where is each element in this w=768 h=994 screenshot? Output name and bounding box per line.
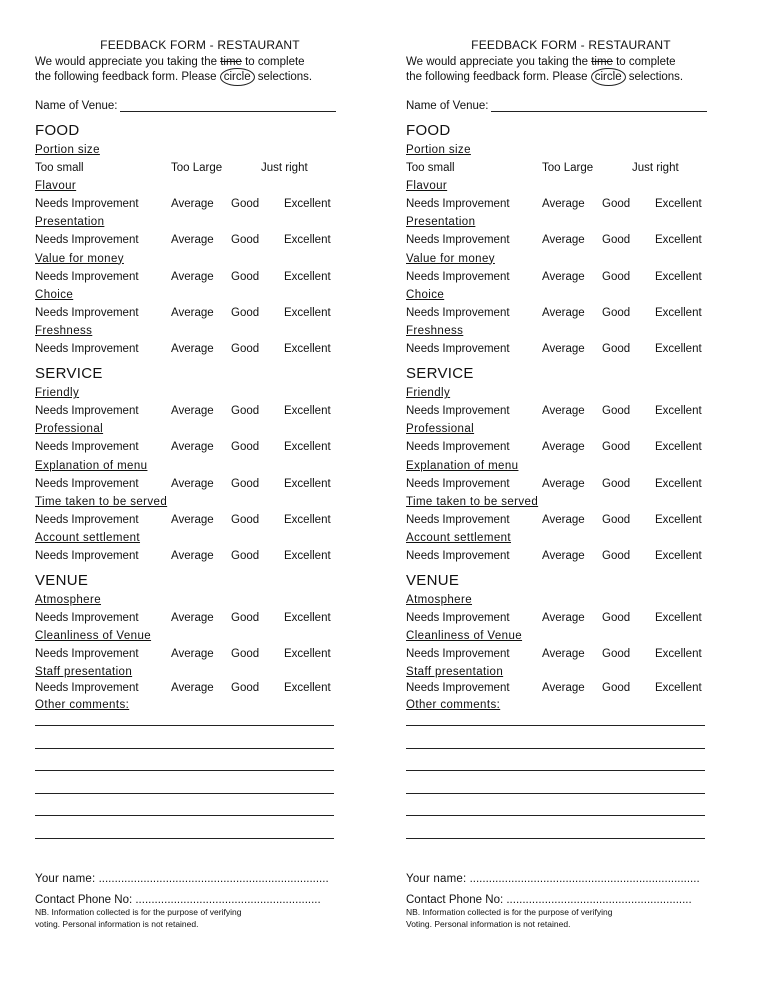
option-excellent[interactable]: Excellent [655, 234, 702, 247]
option-excellent[interactable]: Excellent [655, 342, 702, 355]
option-excellent[interactable]: Excellent [655, 441, 702, 454]
option-too-small[interactable]: Too small [35, 162, 84, 174]
option-average[interactable]: Average [171, 549, 214, 562]
option-excellent[interactable]: Excellent [284, 477, 331, 490]
option-needs-improvement[interactable]: Needs Improvement [35, 682, 139, 695]
question-service: Account settlement [35, 531, 141, 544]
option-good[interactable]: Good [602, 513, 631, 526]
option-needs-improvement[interactable]: Needs Improvement [35, 477, 139, 490]
option-excellent[interactable]: Excellent [655, 513, 702, 526]
option-excellent[interactable]: Excellent [284, 549, 331, 562]
intro-text: to complete [241, 56, 305, 68]
intro-struck-word: time [220, 56, 242, 68]
option-needs-improvement[interactable]: Needs Improvement [406, 441, 510, 454]
option-average[interactable]: Average [171, 342, 214, 355]
section-venue: VENUE [406, 572, 460, 590]
options-row [406, 304, 716, 322]
option-needs-improvement[interactable]: Needs Improvement [35, 270, 139, 283]
option-needs-improvement[interactable]: Needs Improvement [35, 648, 139, 661]
intro-line-2 [406, 70, 716, 84]
option-good[interactable]: Good [602, 612, 631, 625]
question-service: Professional [35, 423, 104, 436]
question-food: Value for money [35, 252, 124, 265]
question-food: Flavour [406, 180, 448, 193]
intro-text: the following feedback form. Please [406, 71, 591, 83]
options-row [35, 159, 345, 177]
your-name-label: Your name: [406, 872, 467, 885]
option-good[interactable]: Good [602, 306, 631, 319]
venue-name-row [35, 99, 345, 115]
comment-line[interactable] [35, 715, 334, 726]
question-food: Presentation [35, 216, 105, 229]
option-good[interactable]: Good [231, 234, 260, 247]
question-food: Choice [35, 288, 74, 301]
option-excellent[interactable]: Excellent [284, 306, 331, 319]
feedback-form-right [406, 38, 716, 930]
question-service: Explanation of menu [406, 459, 519, 472]
option-needs-improvement[interactable]: Needs Improvement [406, 648, 510, 661]
question-service: Account settlement [406, 531, 512, 544]
option-needs-improvement[interactable]: Needs Improvement [406, 477, 510, 490]
option-good[interactable]: Good [602, 342, 631, 355]
option-good[interactable]: Good [602, 648, 631, 661]
venue-name-row [406, 99, 716, 115]
intro-text: We would appreciate you taking the [406, 56, 592, 68]
option-average[interactable]: Average [171, 682, 214, 695]
option-needs-improvement[interactable]: Needs Improvement [406, 270, 510, 283]
option-good[interactable]: Good [231, 198, 260, 211]
option-excellent[interactable]: Excellent [284, 342, 331, 355]
option-too-large[interactable]: Too Large [542, 162, 594, 174]
option-average[interactable]: Average [542, 513, 585, 526]
options-row [406, 547, 716, 565]
comment-line[interactable] [35, 749, 334, 772]
option-good[interactable]: Good [602, 682, 631, 695]
option-excellent[interactable]: Excellent [284, 441, 331, 454]
option-good[interactable]: Good [602, 477, 631, 490]
options-row [406, 231, 716, 249]
option-good[interactable]: Good [231, 441, 260, 454]
options-row [406, 645, 716, 663]
option-excellent[interactable]: Excellent [284, 682, 331, 695]
option-too-large[interactable]: Too Large [171, 162, 223, 174]
feedback-form-left [35, 38, 345, 930]
question-service: Friendly [35, 387, 80, 400]
option-needs-improvement[interactable]: Needs Improvement [406, 405, 510, 418]
options-row [406, 511, 716, 529]
contact-phone-label: Contact Phone No: [35, 893, 133, 906]
option-good[interactable]: Good [231, 342, 260, 355]
option-average[interactable]: Average [542, 234, 585, 247]
option-good[interactable]: Good [602, 234, 631, 247]
question-service: Friendly [406, 387, 451, 400]
option-needs-improvement[interactable]: Needs Improvement [35, 405, 139, 418]
option-good[interactable]: Good [231, 682, 260, 695]
option-excellent[interactable]: Excellent [655, 198, 702, 211]
options-row [35, 609, 345, 627]
option-average[interactable]: Average [542, 477, 585, 490]
option-excellent[interactable]: Excellent [655, 270, 702, 283]
option-average[interactable]: Average [171, 612, 214, 625]
option-needs-improvement[interactable]: Needs Improvement [35, 306, 139, 319]
option-needs-improvement[interactable]: Needs Improvement [406, 198, 510, 211]
contact-phone-field[interactable]: .......................................................... [132, 893, 321, 906]
options-row [35, 304, 345, 322]
option-excellent[interactable]: Excellent [655, 648, 702, 661]
option-good[interactable]: Good [231, 270, 260, 283]
option-good[interactable]: Good [602, 405, 631, 418]
option-excellent[interactable]: Excellent [655, 549, 702, 562]
option-average[interactable]: Average [542, 270, 585, 283]
your-name-field[interactable]: ........................................................................ [95, 872, 329, 885]
option-excellent[interactable]: Excellent [655, 306, 702, 319]
question-venue: Atmosphere [35, 594, 102, 607]
contact-phone-field[interactable]: .......................................................... [503, 893, 692, 906]
option-excellent[interactable]: Excellent [284, 648, 331, 661]
option-needs-improvement[interactable]: Needs Improvement [406, 549, 510, 562]
form-title: FEEDBACK FORM - RESTAURANT [471, 38, 671, 52]
option-average[interactable]: Average [542, 549, 585, 562]
option-needs-improvement[interactable]: Needs Improvement [406, 682, 510, 695]
intro-circled-word: circle [220, 68, 255, 86]
options-row [35, 231, 345, 249]
option-excellent[interactable]: Excellent [284, 270, 331, 283]
option-good[interactable]: Good [231, 549, 260, 562]
other-comments-label: Other comments: [406, 699, 501, 712]
contact-phone-label: Contact Phone No: [406, 893, 504, 906]
option-excellent[interactable]: Excellent [655, 405, 702, 418]
venue-name-field[interactable] [120, 99, 336, 112]
section-venue: VENUE [35, 572, 89, 590]
option-average[interactable]: Average [542, 405, 585, 418]
your-name-row [406, 873, 716, 885]
options-row [406, 159, 716, 177]
comment-line[interactable] [406, 816, 705, 839]
comment-line[interactable] [35, 816, 334, 839]
option-average[interactable]: Average [171, 270, 214, 283]
option-good[interactable]: Good [231, 477, 260, 490]
comment-line[interactable] [406, 794, 705, 817]
option-just-right[interactable]: Just right [632, 162, 679, 174]
question-service: Time taken to be served [35, 495, 168, 508]
options-row [35, 511, 345, 529]
your-name-field[interactable]: ........................................................................ [466, 872, 700, 885]
comment-line[interactable] [35, 726, 334, 749]
comment-line[interactable] [406, 715, 705, 726]
intro-line-2 [35, 70, 345, 84]
option-needs-improvement[interactable]: Needs Improvement [406, 513, 510, 526]
section-food: FOOD [35, 122, 80, 139]
option-average[interactable]: Average [171, 306, 214, 319]
option-average[interactable]: Average [171, 513, 214, 526]
option-good[interactable]: Good [602, 198, 631, 211]
question-venue: Staff presentation [406, 666, 504, 679]
question-food: Presentation [406, 216, 476, 229]
section-service: SERVICE [406, 365, 474, 383]
privacy-note: NB. Information collected is for the purpose of verifying [406, 906, 613, 917]
comment-line[interactable] [406, 726, 705, 749]
option-average[interactable]: Average [542, 682, 585, 695]
question-venue: Cleanliness of Venue [406, 630, 523, 643]
option-needs-improvement[interactable]: Needs Improvement [35, 198, 139, 211]
your-name-row [35, 873, 345, 885]
intro-struck-word: time [591, 56, 613, 68]
option-average[interactable]: Average [171, 198, 214, 211]
option-needs-improvement[interactable]: Needs Improvement [35, 612, 139, 625]
question-service: Professional [406, 423, 475, 436]
option-excellent[interactable]: Excellent [284, 405, 331, 418]
intro-circled-word: circle [591, 68, 626, 86]
option-average[interactable]: Average [171, 648, 214, 661]
option-good[interactable]: Good [231, 648, 260, 661]
options-row [35, 645, 345, 663]
privacy-note: NB. Information collected is for the purpose of verifying [35, 906, 242, 917]
option-good[interactable]: Good [602, 270, 631, 283]
options-row [406, 681, 716, 695]
options-row [406, 268, 716, 286]
option-needs-improvement[interactable]: Needs Improvement [406, 612, 510, 625]
question-service: Time taken to be served [406, 495, 539, 508]
question-food: Freshness [406, 324, 464, 337]
venue-name-field[interactable] [491, 99, 707, 112]
option-excellent[interactable]: Excellent [284, 234, 331, 247]
options-row [35, 681, 345, 695]
privacy-note: Voting. Personal information is not retained. [406, 918, 571, 929]
option-needs-improvement[interactable]: Needs Improvement [35, 342, 139, 355]
contact-phone-row [35, 894, 345, 906]
intro-text: We would appreciate you taking the [35, 56, 221, 68]
option-excellent[interactable]: Excellent [284, 612, 331, 625]
option-excellent[interactable]: Excellent [655, 682, 702, 695]
your-name-label: Your name: [35, 872, 96, 885]
option-good[interactable]: Good [231, 306, 260, 319]
option-average[interactable]: Average [542, 306, 585, 319]
options-row [35, 547, 345, 565]
option-needs-improvement[interactable]: Needs Improvement [35, 441, 139, 454]
option-average[interactable]: Average [171, 441, 214, 454]
question-food: Flavour [35, 180, 77, 193]
options-row [406, 475, 716, 493]
section-food: FOOD [406, 122, 451, 139]
option-average[interactable]: Average [542, 612, 585, 625]
comment-line[interactable] [406, 771, 705, 794]
option-average[interactable]: Average [542, 342, 585, 355]
question-venue: Staff presentation [35, 666, 133, 679]
option-just-right[interactable]: Just right [261, 162, 308, 174]
venue-name-label: Name of Venue: [35, 100, 118, 112]
question-food: Freshness [35, 324, 93, 337]
options-row [406, 195, 716, 213]
option-average[interactable]: Average [171, 234, 214, 247]
question-venue: Atmosphere [406, 594, 473, 607]
option-excellent[interactable]: Excellent [655, 477, 702, 490]
option-too-small[interactable]: Too small [406, 162, 455, 174]
options-row [35, 438, 345, 456]
intro-text: selections. [625, 71, 684, 83]
comment-line[interactable] [35, 794, 334, 817]
option-needs-improvement[interactable]: Needs Improvement [406, 342, 510, 355]
option-excellent[interactable]: Excellent [284, 513, 331, 526]
options-row [35, 268, 345, 286]
question-food: Choice [406, 288, 445, 301]
other-comments-label: Other comments: [35, 699, 130, 712]
intro-text: the following feedback form. Please [35, 71, 220, 83]
intro-text: to complete [612, 56, 676, 68]
option-good[interactable]: Good [231, 612, 260, 625]
intro-line-1 [406, 55, 716, 69]
intro-text: selections. [254, 71, 313, 83]
options-row [35, 475, 345, 493]
options-row [406, 438, 716, 456]
option-excellent[interactable]: Excellent [655, 612, 702, 625]
option-average[interactable]: Average [542, 198, 585, 211]
option-good[interactable]: Good [231, 405, 260, 418]
options-row [406, 402, 716, 420]
question-food: Value for money [406, 252, 495, 265]
option-needs-improvement[interactable]: Needs Improvement [35, 234, 139, 247]
option-needs-improvement[interactable]: Needs Improvement [406, 234, 510, 247]
option-average[interactable]: Average [542, 648, 585, 661]
option-needs-improvement[interactable]: Needs Improvement [406, 306, 510, 319]
question-venue: Cleanliness of Venue [35, 630, 152, 643]
intro-line-1 [35, 55, 345, 69]
options-row [35, 402, 345, 420]
venue-name-label: Name of Venue: [406, 100, 489, 112]
option-good[interactable]: Good [602, 549, 631, 562]
privacy-note: voting. Personal information is not retained. [35, 918, 199, 929]
option-good[interactable]: Good [231, 513, 260, 526]
options-row [35, 195, 345, 213]
option-average[interactable]: Average [171, 405, 214, 418]
option-average[interactable]: Average [171, 477, 214, 490]
options-row [35, 340, 345, 358]
comment-line[interactable] [406, 749, 705, 772]
question-portion-size: Portion size [406, 144, 471, 156]
comment-line[interactable] [35, 771, 334, 794]
option-good[interactable]: Good [602, 441, 631, 454]
question-portion-size: Portion size [35, 144, 100, 156]
options-row [406, 609, 716, 627]
section-service: SERVICE [35, 365, 103, 383]
option-average[interactable]: Average [542, 441, 585, 454]
contact-phone-row [406, 894, 716, 906]
option-excellent[interactable]: Excellent [284, 198, 331, 211]
options-row [406, 340, 716, 358]
form-title: FEEDBACK FORM - RESTAURANT [100, 38, 300, 52]
question-service: Explanation of menu [35, 459, 148, 472]
option-needs-improvement[interactable]: Needs Improvement [35, 513, 139, 526]
option-needs-improvement[interactable]: Needs Improvement [35, 549, 139, 562]
